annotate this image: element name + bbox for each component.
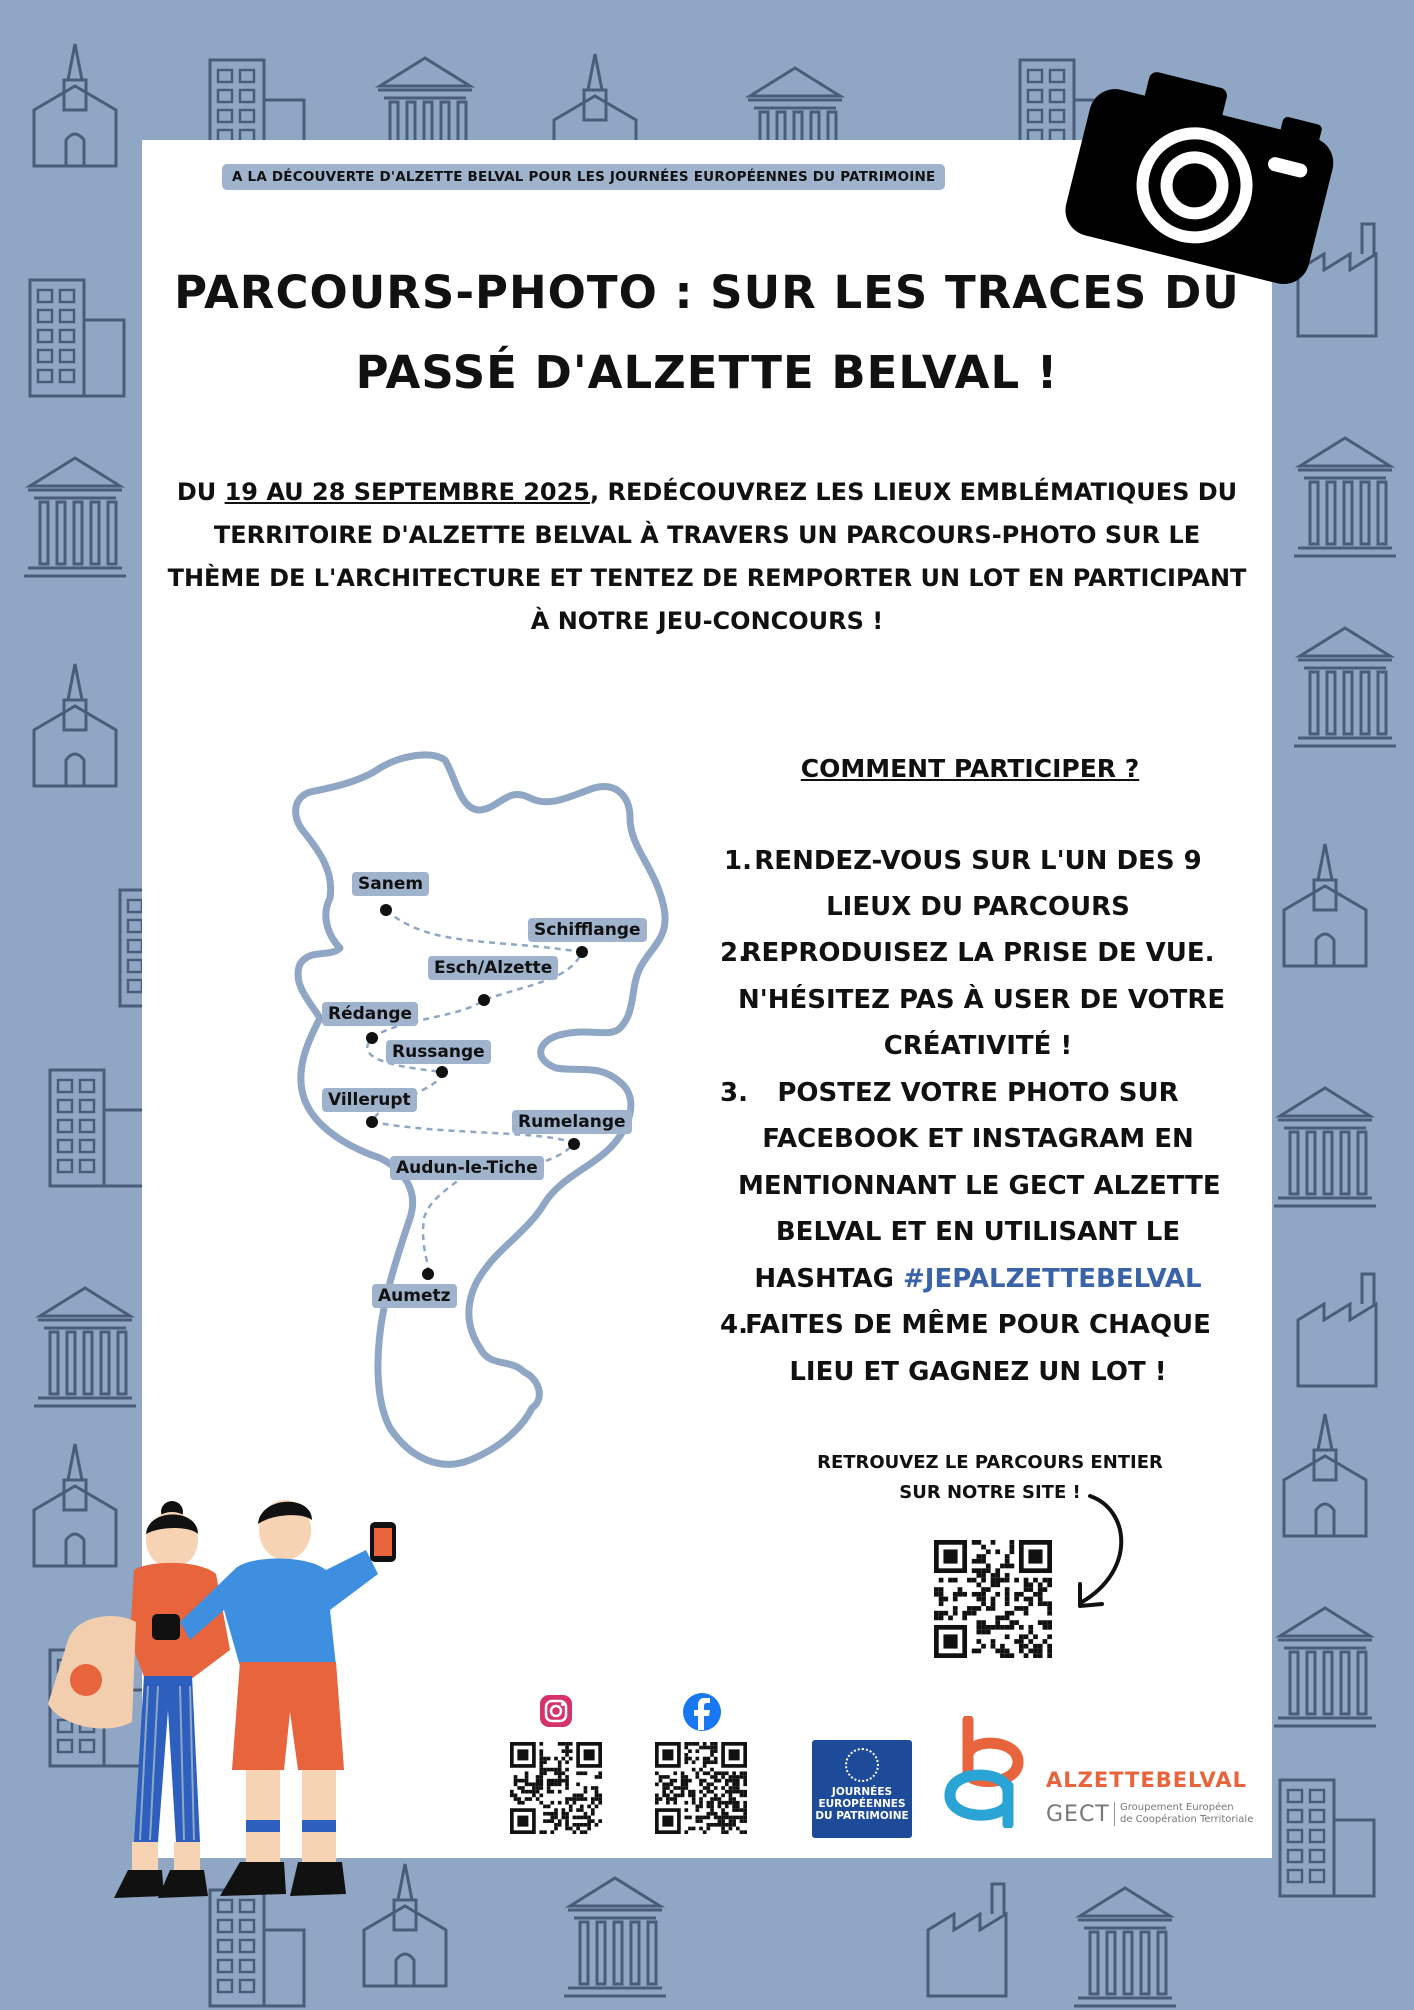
- map-label-redange: Rédange: [322, 1002, 418, 1026]
- page-title-line-2: PASSÉ D'ALZETTE BELVAL !: [355, 346, 1059, 399]
- temple-icon: [20, 450, 130, 580]
- event-badge: A LA DÉCOUVERTE D'ALZETTE BELVAL POUR LES JOURNÉES EUROPÉENNES DU PATRIMOINE: [222, 164, 945, 190]
- gect-subtitle: [1114, 1802, 1253, 1826]
- site-cta-line-2: SUR NOTRE SITE !: [899, 1482, 1081, 1503]
- alzette-belval-logo-icon: [938, 1716, 1044, 1828]
- temple-icon: [1290, 430, 1400, 560]
- jep-logo-line: JOURNÉES: [831, 1786, 893, 1798]
- eu-stars-icon: [845, 1748, 879, 1782]
- jep-logo-line: DU PATRIMOINE: [815, 1810, 909, 1822]
- map-label-sanem: Sanem: [352, 872, 429, 896]
- map-label-aumetz: Aumetz: [372, 1284, 457, 1308]
- temple-icon: [1270, 1080, 1380, 1210]
- step-text: FAITES DE MÊME POUR CHAQUE: [745, 1310, 1211, 1340]
- wordmark-part: BELVAL: [1155, 1768, 1247, 1792]
- step-number: 3.: [720, 1078, 748, 1108]
- step-text: BELVAL ET EN UTILISANT LE: [775, 1217, 1181, 1247]
- church-icon: [1270, 1410, 1380, 1540]
- step-text: HASHTAG: [754, 1264, 903, 1294]
- church-icon: [20, 660, 130, 790]
- church-icon: [20, 40, 130, 170]
- temple-icon: [1290, 620, 1400, 750]
- step-text: RENDEZ-VOUS SUR L'UN DES 9: [754, 846, 1202, 876]
- instagram-icon[interactable]: [539, 1694, 573, 1728]
- step-text: LIEU ET GAGNEZ UN LOT !: [789, 1357, 1167, 1387]
- step-number: 2.: [720, 938, 748, 968]
- intro-suffix: , REDÉCOUVREZ LES LIEUX EMBLÉMATIQUES DU: [590, 478, 1238, 506]
- step-text: REPRODUISEZ LA PRISE DE VUE.: [741, 938, 1215, 968]
- tower-icon: [1270, 1770, 1380, 1900]
- facebook-icon[interactable]: [682, 1692, 722, 1732]
- map-label-audun-le-tiche: Audun-le-Tiche: [390, 1156, 544, 1180]
- hashtag-link[interactable]: #JEPALZETTEBELVAL: [902, 1264, 1202, 1294]
- tower-icon: [20, 270, 130, 400]
- factory-icon: [1290, 1260, 1400, 1390]
- step-text: MENTIONNANT LE GECT ALZETTE: [738, 1171, 1221, 1201]
- people-illustration: [40, 1490, 420, 1930]
- map-label-schifflange: Schifflange: [528, 918, 647, 942]
- gect-subtitle-line: Groupement Européen: [1120, 1802, 1234, 1813]
- intro-prefix: DU: [176, 478, 225, 506]
- facebook-qr-code[interactable]: [655, 1742, 747, 1834]
- wordmark-part: ALZETTE: [1046, 1768, 1156, 1792]
- instagram-qr-code[interactable]: [510, 1742, 602, 1834]
- intro-line-4: À NOTRE JEU-CONCOURS !: [530, 607, 884, 635]
- step-number: 4.: [720, 1310, 748, 1340]
- temple-icon: [560, 1870, 670, 2000]
- step-text-hashtag-line: [738, 1264, 1218, 1294]
- temple-icon: [1270, 1600, 1380, 1730]
- step-text: POSTEZ VOTRE PHOTO SUR: [777, 1078, 1179, 1108]
- map-label-villerupt: Villerupt: [322, 1088, 417, 1112]
- intro-dates: 19 AU 28 SEPTEMBRE 2025: [224, 478, 591, 506]
- factory-icon: [920, 1870, 1030, 2000]
- page-title-line-1: PARCOURS-PHOTO : SUR LES TRACES DU: [174, 266, 1240, 319]
- site-qr-code[interactable]: [934, 1540, 1052, 1658]
- map-label-esch-alzette: Esch/Alzette: [428, 956, 558, 980]
- intro-line-2: TERRITOIRE D'ALZETTE BELVAL À TRAVERS UN PARCOURS-PHOTO SUR LE: [213, 521, 1201, 549]
- church-icon: [1270, 840, 1380, 970]
- intro-line-3: THÈME DE L'ARCHITECTURE ET TENTEZ DE REMPORTER UN LOT EN PARTICIPANT: [167, 564, 1247, 592]
- map-label-russange: Russange: [386, 1040, 491, 1064]
- intro-line-1: [142, 478, 1272, 506]
- gect-subtitle-line: de Coopération Territoriale: [1120, 1814, 1254, 1825]
- jep-logo-line: EUROPÉENNES: [818, 1798, 906, 1810]
- camera-icon: [1058, 52, 1348, 292]
- curved-arrow-icon: [1070, 1490, 1140, 1620]
- jep-logo: [812, 1740, 912, 1838]
- step-text: CRÉATIVITÉ !: [883, 1031, 1073, 1061]
- step-text: FACEBOOK ET INSTAGRAM EN: [762, 1124, 1194, 1154]
- site-cta-line-1: RETROUVEZ LE PARCOURS ENTIER: [817, 1452, 1163, 1473]
- how-to-title: COMMENT PARTICIPER ?: [800, 754, 1140, 783]
- temple-icon: [30, 1280, 140, 1410]
- temple-icon: [1070, 1880, 1180, 2010]
- tower-icon: [40, 1060, 150, 1190]
- map-label-rumelange: Rumelange: [512, 1110, 632, 1134]
- step-text: N'HÉSITEZ PAS À USER DE VOTRE: [738, 985, 1226, 1015]
- step-number: 1.: [724, 846, 752, 876]
- step-text: LIEUX DU PARCOURS: [826, 892, 1130, 922]
- alzette-belval-wordmark: [1046, 1768, 1247, 1792]
- gect-label: GECT: [1046, 1802, 1110, 1827]
